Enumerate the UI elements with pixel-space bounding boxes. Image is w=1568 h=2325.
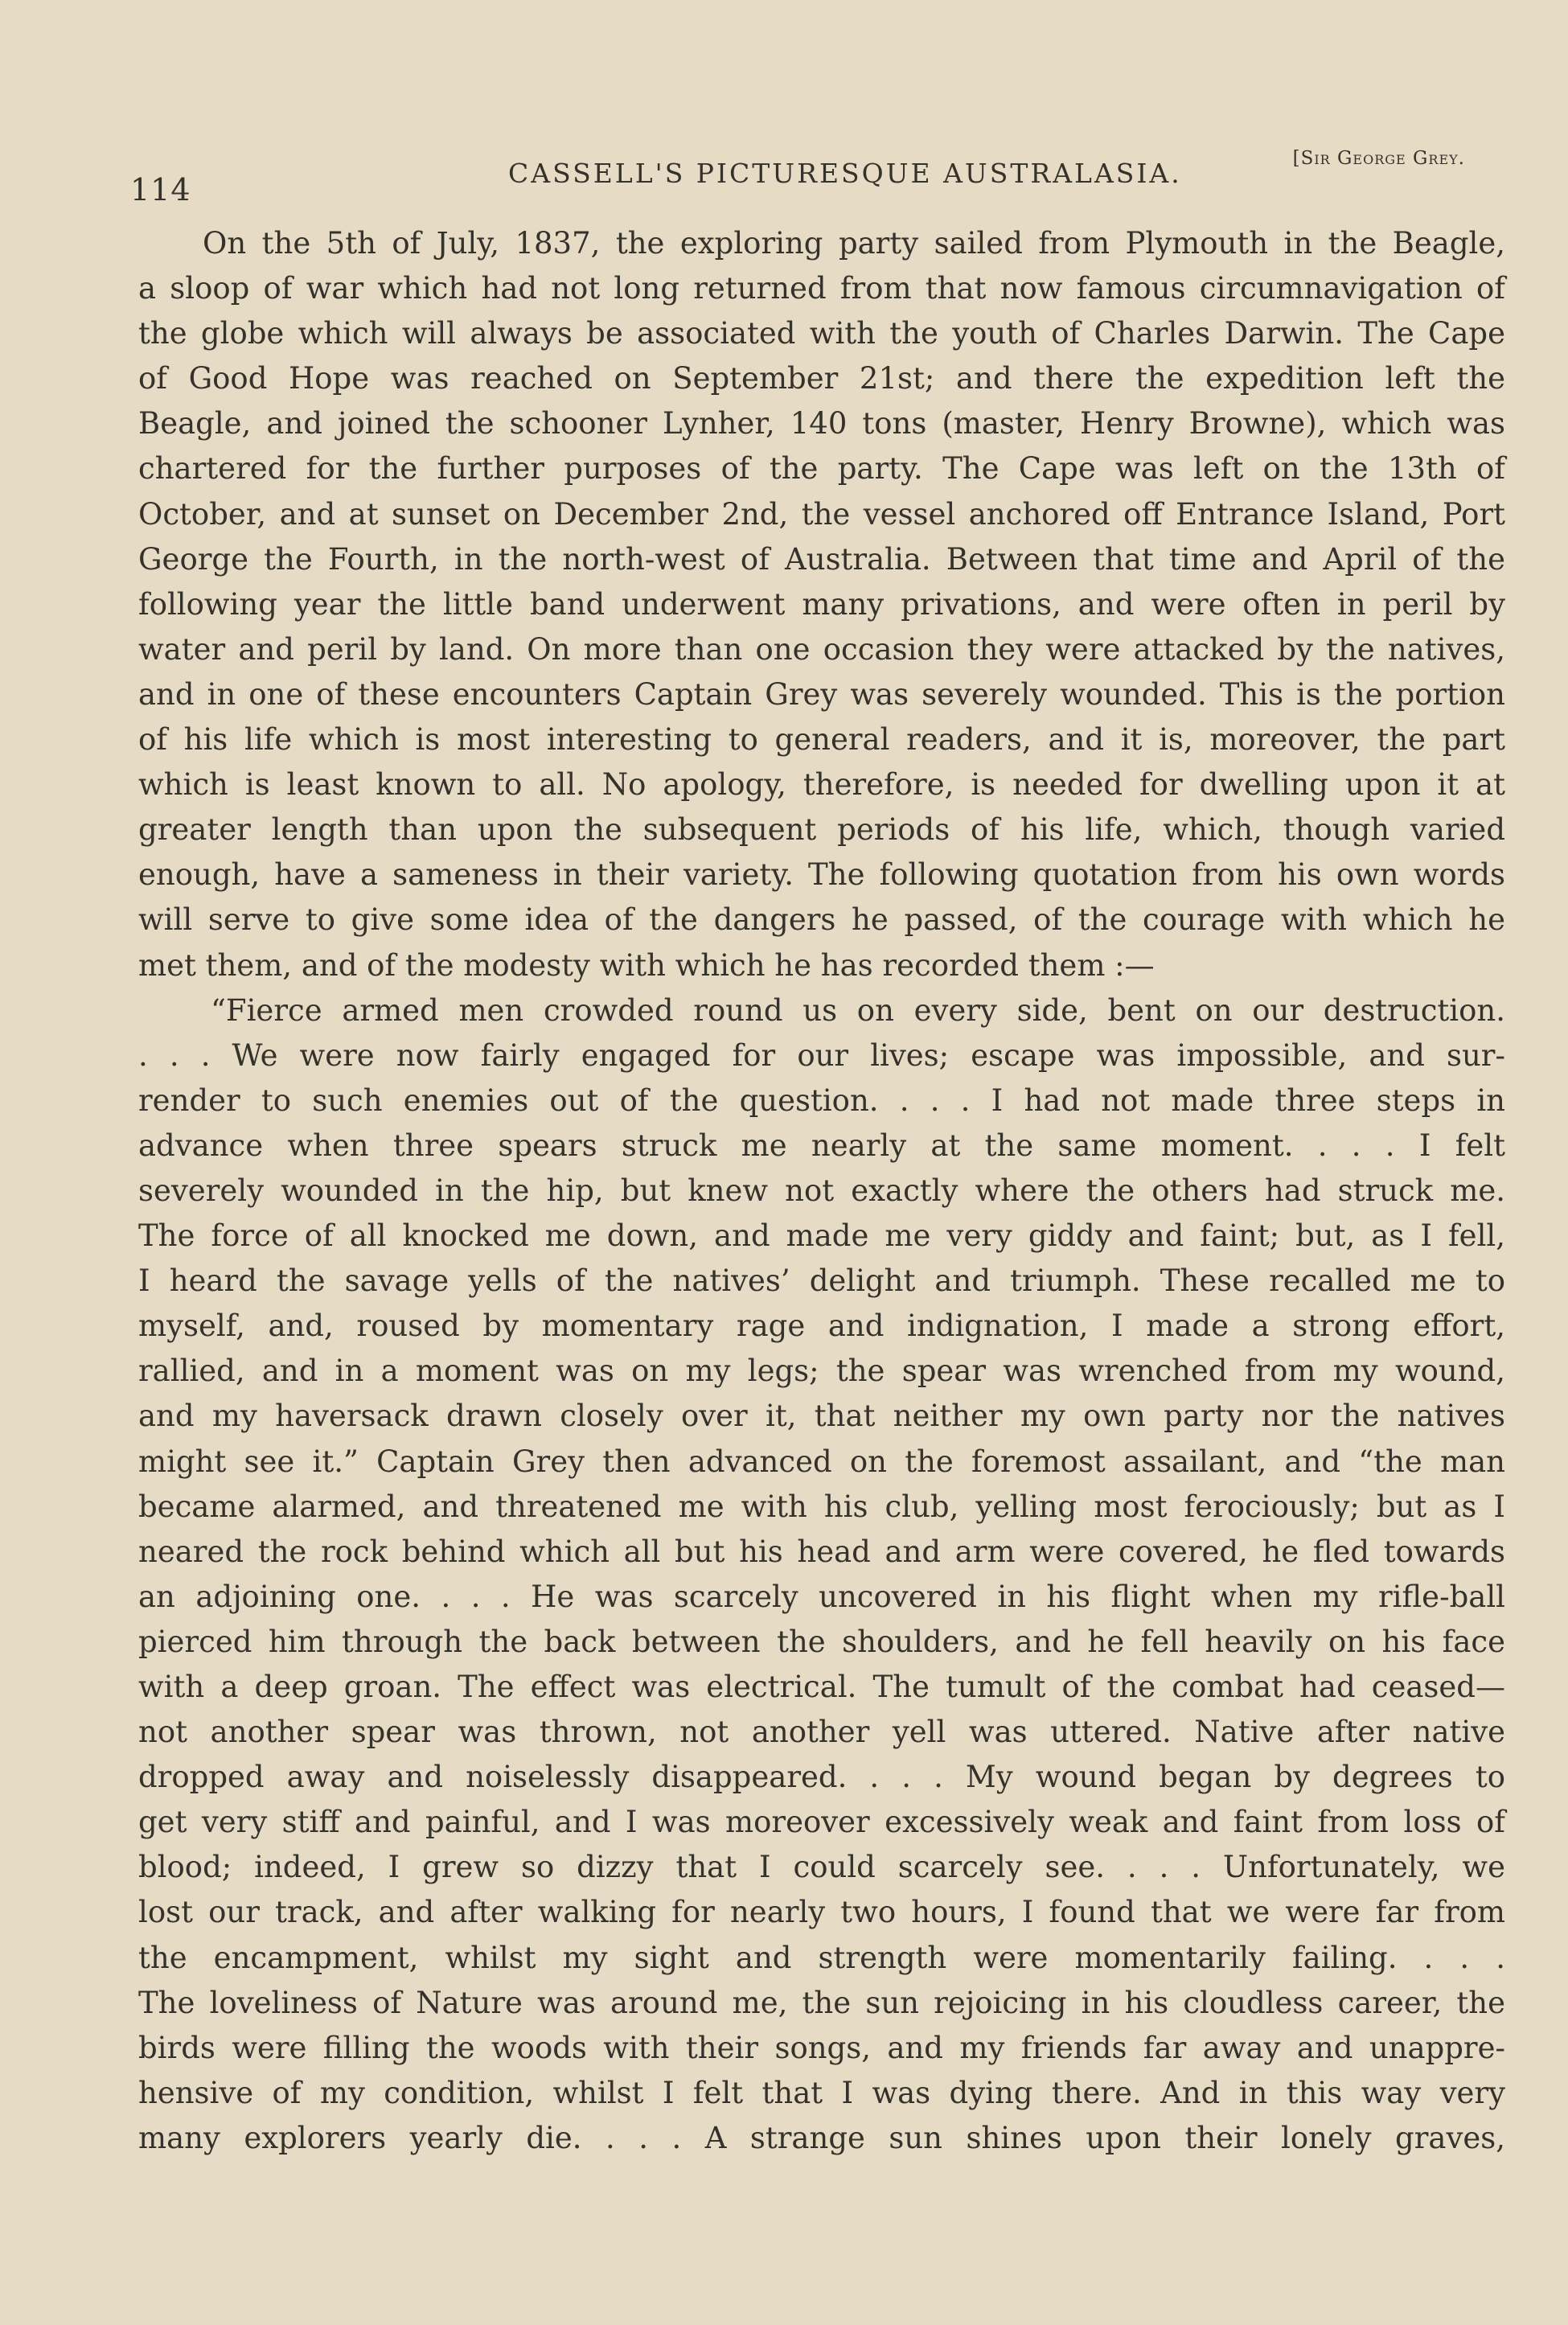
text-line: chartered for the further purposes of the party. The Cape was left on the 13th of <box>138 451 1505 487</box>
text-line: severely wounded in the hip, but knew not exactly where the others had struck me. <box>138 1173 1505 1208</box>
text-line: enough, have a sameness in their variety. The following quotation from his own words <box>138 857 1505 893</box>
text-line: rallied, and in a moment was on my legs; the spear was wrenched from my wound, <box>138 1354 1505 1389</box>
text-line: which is least known to all. No apology, therefore, is needed for dwelling upon it at <box>138 767 1505 803</box>
text-line: of his life which is most interesting to general readers, and it is, moreover, the part <box>138 722 1505 758</box>
text-line: greater length than upon the subsequent periods of his life, which, though varied <box>138 812 1505 848</box>
text-line: neared the rock behind which all but his head and arm were covered, he fled towards <box>138 1534 1505 1569</box>
text-line: a sloop of war which had not long returned from that now famous circumnavigation of <box>138 271 1505 306</box>
text-line: and my haversack drawn closely over it, that neither my own party nor the natives <box>138 1399 1505 1434</box>
text-line: “Fierce armed men crowded round us on every side, bent on our destruction. <box>211 992 1505 1028</box>
page-header <box>130 145 1465 207</box>
text-line: On the 5th of July, 1837, the exploring party sailed from Plymouth in the Beagle, <box>203 226 1505 261</box>
text-line: The loveliness of Nature was around me, the sun rejoicing in his cloudless career, the <box>138 1985 1505 2020</box>
text-line: blood; indeed, I grew so dizzy that I could scarcely see. . . . Unfortunately, we <box>138 1850 1505 1885</box>
text-line: following year the little band underwent many privations, and were often in peril by <box>138 586 1505 622</box>
text-line: became alarmed, and threatened me with his club, yelling most ferociously; but as I <box>138 1489 1505 1524</box>
text-line: might see it.” Captain Grey then advanced on the foremost assailant, and “the man <box>138 1444 1505 1479</box>
text-line: water and peril by land. On more than one occasion they were attacked by the natives, <box>138 631 1505 667</box>
text-line: myself, and, roused by momentary rage and indignation, I made a strong effort, <box>138 1308 1505 1344</box>
text-line: with a deep groan. The effect was electrical. The tumult of the combat had ceased— <box>138 1670 1505 1704</box>
text-line: Beagle, and joined the schooner Lynher, 140 tons (master, Henry Browne), which was <box>138 406 1505 442</box>
text-line: George the Fourth, in the north-west of Australia. Between that time and April of the <box>138 541 1505 577</box>
text-line: an adjoining one. . . . He was scarcely uncovered in his flight when my rifle-ball <box>138 1579 1505 1614</box>
text-line: get very stiff and painful, and I was moreover excessively weak and faint from loss of <box>138 1805 1505 1840</box>
text-line: October, and at sunset on December 2nd, the vessel anchored off Entrance Island, Port <box>138 496 1505 532</box>
body-text <box>138 221 1505 2161</box>
text-line: pierced him through the back between the shoulders, and he fell heavily on his face <box>138 1624 1505 1659</box>
text-line: the encampment, whilst my sight and strength were momentarily failing. . . . <box>138 1940 1505 1975</box>
text-line: I heard the savage yells of the natives’ delight and triumph. These recalled me to <box>138 1263 1505 1299</box>
page-number: 114 <box>130 172 191 207</box>
text-line: advance when three spears struck me nearly at the same moment. . . . I felt <box>138 1128 1505 1163</box>
text-line: many explorers yearly die. . . . A strange sun shines upon their lonely graves, <box>138 2120 1505 2155</box>
text-line: and in one of these encounters Captain Grey was severely wounded. This is the portion <box>138 676 1505 712</box>
text-line: lost our track, and after walking for nearly two hours, I found that we were far from <box>138 1895 1505 1930</box>
text-line: dropped away and noiselessly disappeared. . . . My wound began by degrees to <box>138 1760 1505 1795</box>
running-title: CASSELL'S PICTURESQUE AUSTRALASIA. <box>508 158 1182 189</box>
text-line: . . . We were now fairly engaged for our lives; escape was impossible, and sur- <box>138 1037 1505 1073</box>
text-line: met them, and of the modesty with which he has recorded them :— <box>138 947 1155 983</box>
text-line: hensive of my condition, whilst I felt that I was dying there. And in this way very <box>138 2075 1505 2110</box>
text-line: The force of all knocked me down, and made me very giddy and faint; but, as I fell, <box>138 1218 1505 1254</box>
text-line: birds were filling the woods with their songs, and my friends far away and unappre- <box>138 2030 1505 2065</box>
text-line: render to such enemies out of the question. . . . I had not made three steps in <box>138 1082 1505 1118</box>
text-line: of Good Hope was reached on September 21st; and there the expedition left the <box>138 361 1505 396</box>
text-line: not another spear was thrown, not another yell was uttered. Native after native <box>138 1715 1505 1750</box>
text-line: the globe which will always be associated with the youth of Charles Darwin. The Cape <box>138 316 1505 351</box>
running-section-label: [Sir George Grey. <box>1292 148 1465 169</box>
text-line: will serve to give some idea of the dangers he passed, of the courage with which he <box>138 902 1505 938</box>
